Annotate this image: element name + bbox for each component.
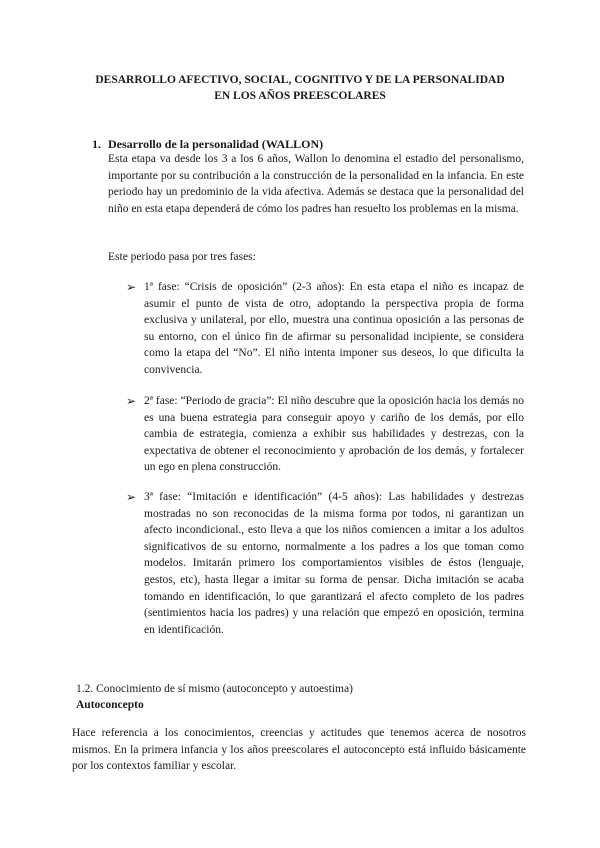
arrow-bullet-icon: ➢ <box>126 394 137 408</box>
arrow-bullet-icon: ➢ <box>126 490 137 504</box>
phase-item-1: 1ª fase: “Crisis de oposición” (2-3 años): En esta etapa el niño es incapaz de asumir el punto de vista de otro, adoptando la perspectiva propia de forma exclusiva y unilateral, por ello, muestra una continua oposición a las personas de su entorno, con el único fin de afirmar su personalidad incipiente, se considera como la etapa del “No”. El niño intenta imponer sus deseos, lo que dificulta la convivencia. <box>144 281 524 376</box>
phase-item-2: 2ª fase: “Periodo de gracia”: El niño descubre que la oposición hacia los demás no es una buena estrategia para conseguir apoyo y cariño de los demás, por ello cambia de estrategia, comienza a exhibir sus habilidades y destrezas, con la expectativa de obtener el reconocimiento y aprobación de los demás, y fortalecer un ego en plena construcción. <box>144 395 524 474</box>
section-1-2-heading: 1.2. Conocimiento de sí mismo (autoconcepto y autoestima) <box>76 683 353 695</box>
autoconcepto-heading: Autoconcepto <box>76 699 144 711</box>
arrow-bullet-icon: ➢ <box>126 280 137 294</box>
title-line-1: DESARROLLO AFECTIVO, SOCIAL, COGNITIVO Y DE LA PERSONALIDAD <box>95 74 505 86</box>
title-line-2: EN LOS AÑOS PREESCOLARES <box>214 90 386 102</box>
autoconcepto-text: Hace referencia a los conocimientos, creencias y actitudes que tenemos acerca de nosotros mismos. En la primera infancia y los años preescolares el autoconcepto está influido básicamente por los contextos familiar y escolar. <box>72 727 526 773</box>
phases-intro: Este periodo pasa por tres fases: <box>108 251 256 263</box>
section-1-title: Desarrollo de la personalidad (WALLON) <box>108 137 324 151</box>
document-title <box>60 72 540 104</box>
section-1-number: 1. <box>92 137 101 151</box>
section-1-heading <box>92 136 323 152</box>
phase-item-3: 3ª fase: “Imitación e identificación” (4-5 años): Las habilidades y destrezas mostradas no son reconocidas de la misma forma por todos, ni garantizan un afecto incondicional., esto lleva a que los niños comiencen a imitar a los adultos significativos de su entorno, normalmente a los padres a los que toman como modelos. Imitarán primero los comportamientos visibles de éstos (lenguaje, gestos, etc), hasta llegar a imitar su forma de pensar. Dicha imitación se acaba tomando en identificación, lo que garantizará el afecto completo de los padres (sentimientos hacia los padres) y una relación que empezó en oposición, termina en identificación. <box>144 491 524 636</box>
section-1-intro: Esta etapa va desde los 3 a los 6 años, Wallon lo denomina el estadio del personalismo, importante por su contribución a la construcción de la personalidad en la infancia. En este periodo hay un predominio de la vida afectiva. Además se destaca que la personalidad del niño en esta etapa dependerá de cómo los padres han resuelto los problemas en la misma. <box>108 153 524 215</box>
